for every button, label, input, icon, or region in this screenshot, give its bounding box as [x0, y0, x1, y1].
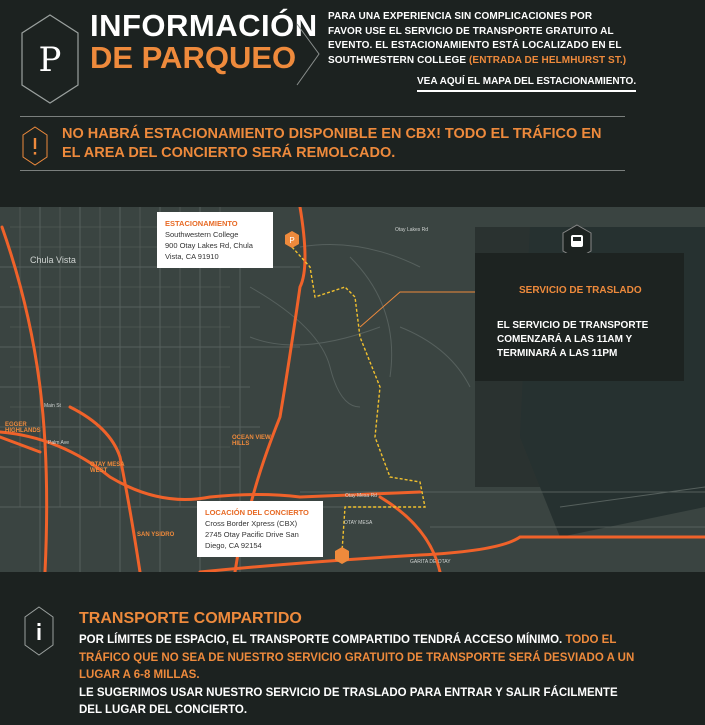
shuttle-title: SERVICIO DE TRASLADO	[519, 285, 642, 296]
parking-popup-line: Vista, CA 91910	[165, 252, 219, 261]
info-icon	[24, 606, 54, 656]
page-title-line2: DE PARQUEO	[90, 40, 297, 75]
shuttle-info-box	[475, 253, 684, 381]
parking-popup-heading: ESTACIONAMIENTO	[165, 219, 238, 228]
map-label-palm-ave: Palm Ave	[48, 440, 70, 446]
warning-text: NO HABRÁ ESTACIONAMIENTO DISPONIBLE EN CBX! TODO EL TRÁFICO EN EL AREA DEL CONCIERTO SERÁ REMOLCADO.	[62, 126, 602, 161]
rideshare-text-2: LE SUGERIMOS USAR NUESTRO SERVICIO DE TRASLADO PARA ENTRAR Y SALIR FÁCILMENTE DEL LUGAR DEL CONCIERTO.	[79, 686, 618, 716]
map-label-ocean-view: OCEAN VIEW HILLS	[232, 435, 271, 447]
venue-popup-line: 2745 Otay Pacific Drive San	[205, 530, 299, 539]
rideshare-text-1: POR LÍMITES DE ESPACIO, EL TRANSPORTE COMPARTIDO TENDRÁ ACCESO MÍNIMO.	[79, 634, 566, 646]
rideshare-text	[79, 632, 639, 720]
intro-highlight: (ENTRADA DE HELMHURST ST.)	[469, 54, 627, 66]
chevron-right-icon	[295, 22, 321, 87]
shuttle-text: EL SERVICIO DE TRANSPORTE COMENZARÁ A LAS 11AM Y TERMINARÁ A LAS 11PM	[497, 320, 649, 359]
exclamation-icon	[22, 126, 48, 166]
parking-letter: P	[38, 40, 62, 80]
intro-text	[328, 10, 628, 68]
map-label-chula-vista: Chula Vista	[30, 255, 76, 265]
divider	[20, 116, 625, 117]
map-label-otay-mesa-west: OTAY MESA WEST	[90, 462, 125, 474]
rideshare-highlight: TODO EL TRÁFICO QUE NO SEA DE NUESTRO SERVICIO GRATUITO DE TRANSPORTE SERÁ DESVIADO A UN LUGAR A 6-8 MILLAS.	[79, 634, 635, 681]
map-label-main-st: Main St	[44, 403, 61, 409]
divider	[20, 170, 625, 171]
map-label-san-ysidro: SAN YSIDRO	[137, 532, 175, 538]
intro-body: PARA UNA EXPERIENCIA SIN COMPLICACIONES POR FAVOR USE EL SERVICIO DE TRANSPORTE GRATUITO AL EVENTO. EL ESTACIONAMIENTO ESTÁ LOCALIZADO EN EL SOUTHWESTERN COLLEGE	[328, 11, 622, 66]
venue-popup-line: Cross Border Xpress (CBX)	[205, 519, 298, 528]
parking-popup-line: 900 Otay Lakes Rd, Chula	[165, 241, 253, 250]
parking-hex-icon	[20, 13, 80, 105]
map-label-garita: GARITA DE OTAY	[410, 559, 451, 565]
parking-map-link[interactable]: VEA AQUÍ EL MAPA DEL ESTACIONAMIENTO.	[417, 76, 636, 92]
map-label-otay-mesa-rd: Otay Mesa Rd	[345, 493, 377, 499]
map-label-otay-lakes-rd: Otay Lakes Rd	[395, 227, 429, 233]
venue-popup	[197, 501, 323, 557]
parking-popup-line: Southwestern College	[165, 230, 239, 239]
venue-popup-line: Diego, CA 92154	[205, 541, 262, 550]
parking-popup	[157, 212, 273, 268]
page-title-line1: INFORMACIÓN	[90, 8, 318, 43]
map-label-otay-mesa: OTAY MESA	[344, 520, 373, 526]
venue-popup-heading: LOCACIÓN DEL CONCIERTO	[205, 508, 309, 517]
svg-text:P: P	[289, 236, 295, 245]
rideshare-title: TRANSPORTE COMPARTIDO	[79, 610, 302, 627]
map-label-egger: EGGER HIGHLANDS	[5, 422, 41, 434]
